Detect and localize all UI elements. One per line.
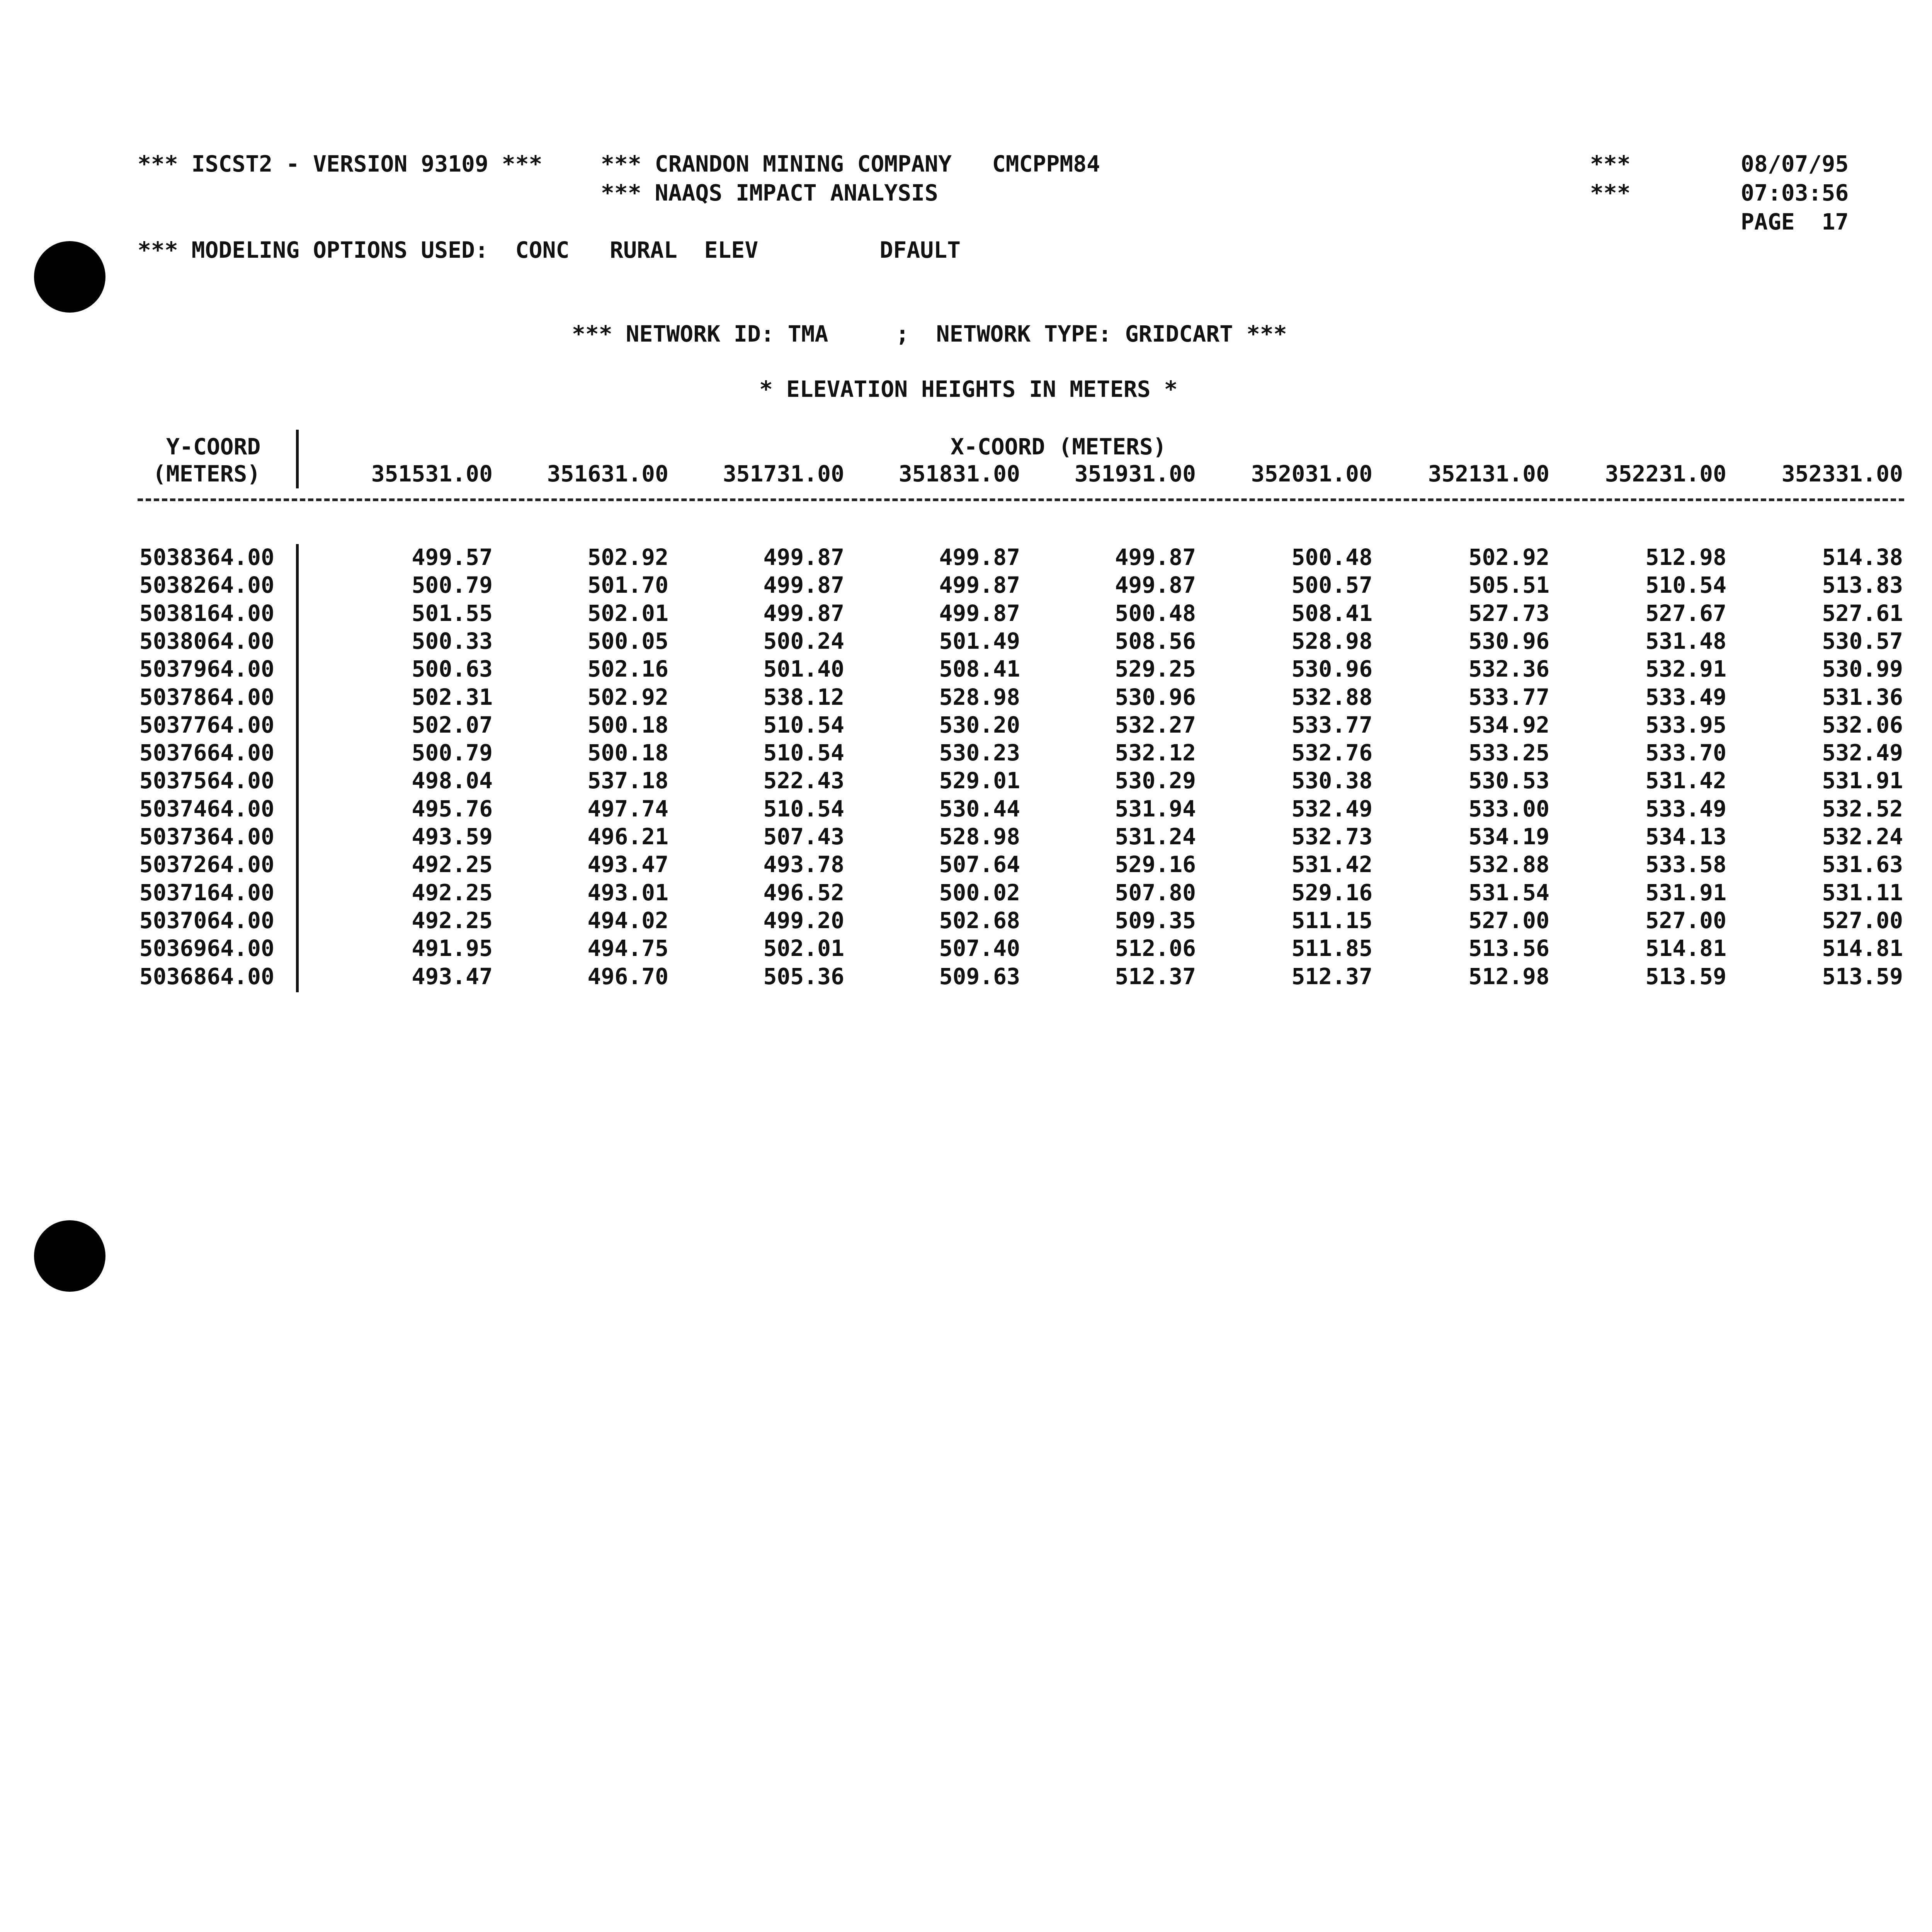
elevation-cell: 533.25 xyxy=(1468,740,1549,766)
elevation-cell: 499.87 xyxy=(939,544,1020,570)
elevation-cell: 531.36 xyxy=(1822,684,1903,710)
elevation-cell: 497.74 xyxy=(587,796,668,822)
elevation-cell: 512.37 xyxy=(1115,963,1196,990)
elevation-cell: 533.70 xyxy=(1645,740,1726,766)
elevation-cell: 530.53 xyxy=(1468,767,1549,794)
y-coord-cell: 5037864.00 xyxy=(139,684,274,710)
elevation-cell: 531.42 xyxy=(1291,851,1372,878)
elevation-cell: 493.78 xyxy=(763,851,844,878)
elevation-cell: 502.16 xyxy=(587,656,668,682)
elevation-cell: 502.01 xyxy=(587,600,668,626)
elevation-cell: 538.12 xyxy=(763,684,844,710)
elevation-cell: 533.49 xyxy=(1645,684,1726,710)
elevation-cell: 508.41 xyxy=(1291,600,1372,626)
elevation-cell: 501.55 xyxy=(412,600,493,626)
analysis-title: *** NAAQS IMPACT ANALYSIS xyxy=(601,180,938,206)
elevation-cell: 500.33 xyxy=(412,628,493,654)
elevation-cell: 530.96 xyxy=(1291,656,1372,682)
elevation-cell: 531.42 xyxy=(1645,767,1726,794)
y-coord-cell: 5037964.00 xyxy=(139,656,274,682)
elevation-cell: 498.04 xyxy=(412,767,493,794)
elevation-cell: 502.68 xyxy=(939,907,1020,934)
y-coord-cell: 5037164.00 xyxy=(139,879,274,906)
y-coord-cell: 5037564.00 xyxy=(139,767,274,794)
elevation-cell: 532.36 xyxy=(1468,656,1549,682)
elevation-cell: 494.75 xyxy=(587,935,668,961)
elevation-cell: 511.15 xyxy=(1291,907,1372,934)
elevation-cell: 531.48 xyxy=(1645,628,1726,654)
elevation-cell: 500.18 xyxy=(587,712,668,738)
elevation-cell: 530.96 xyxy=(1468,628,1549,654)
elevation-cell: 530.23 xyxy=(939,740,1020,766)
modeling-options: *** MODELING OPTIONS USED: CONC RURAL ELEV DFAULT xyxy=(138,237,961,263)
elevation-cell: 507.40 xyxy=(939,935,1020,961)
elevation-cell: 500.48 xyxy=(1115,600,1196,626)
elevation-cell: 534.92 xyxy=(1468,712,1549,738)
elevation-cell: 493.47 xyxy=(412,963,493,990)
elevation-cell: 496.52 xyxy=(763,879,844,906)
elevation-cell: 530.57 xyxy=(1822,628,1903,654)
elevation-cell: 531.54 xyxy=(1468,879,1549,906)
elevation-cell: 500.18 xyxy=(587,740,668,766)
elevation-cell: 499.57 xyxy=(412,544,493,570)
elevation-cell: 502.92 xyxy=(1468,544,1549,570)
elevation-cell: 508.41 xyxy=(939,656,1020,682)
elevation-cell: 530.20 xyxy=(939,712,1020,738)
elevation-cell: 510.54 xyxy=(763,740,844,766)
elevation-cell: 512.98 xyxy=(1468,963,1549,990)
elevation-cell: 532.49 xyxy=(1291,796,1372,822)
elevation-cell: 527.73 xyxy=(1468,600,1549,626)
elevation-cell: 532.73 xyxy=(1291,823,1372,850)
elevation-cell: 533.77 xyxy=(1468,684,1549,710)
elevation-cell: 505.51 xyxy=(1468,572,1549,598)
x-coord-header: 351631.00 xyxy=(547,461,668,487)
elevation-cell: 522.43 xyxy=(763,767,844,794)
x-coord-header: 351931.00 xyxy=(1074,461,1196,487)
elevation-cell: 531.91 xyxy=(1822,767,1903,794)
elevation-cell: 530.38 xyxy=(1291,767,1372,794)
y-coord-cell: 5038364.00 xyxy=(139,544,274,570)
elevation-cell: 531.63 xyxy=(1822,851,1903,878)
x-coord-header: 352231.00 xyxy=(1605,461,1726,487)
y-coord-cell: 5036964.00 xyxy=(139,935,274,961)
elevation-cell: 533.00 xyxy=(1468,796,1549,822)
elevation-cell: 499.87 xyxy=(763,544,844,570)
elevation-cell: 509.35 xyxy=(1115,907,1196,934)
page-number: PAGE 17 xyxy=(1741,209,1849,235)
elevation-cell: 532.52 xyxy=(1822,796,1903,822)
elevation-cell: 529.16 xyxy=(1115,851,1196,878)
elevation-cell: 493.59 xyxy=(412,823,493,850)
elevation-cell: 508.56 xyxy=(1115,628,1196,654)
elevation-cell: 510.54 xyxy=(1645,572,1726,598)
elevation-cell: 527.00 xyxy=(1645,907,1726,934)
elevation-cell: 499.87 xyxy=(939,600,1020,626)
elevation-cell: 491.95 xyxy=(412,935,493,961)
elevation-cell: 500.24 xyxy=(763,628,844,654)
elevation-cell: 532.88 xyxy=(1291,684,1372,710)
elevation-cell: 529.25 xyxy=(1115,656,1196,682)
elevation-cell: 528.98 xyxy=(1291,628,1372,654)
elevation-cell: 510.54 xyxy=(763,712,844,738)
header-stars-2: *** xyxy=(1590,180,1631,206)
elevation-cell: 493.01 xyxy=(587,879,668,906)
elevation-cell: 500.79 xyxy=(412,572,493,598)
elevation-cell: 530.99 xyxy=(1822,656,1903,682)
elevation-cell: 527.00 xyxy=(1468,907,1549,934)
elevation-cell: 493.47 xyxy=(587,851,668,878)
x-coord-header: 351731.00 xyxy=(723,461,844,487)
elevation-cell: 529.01 xyxy=(939,767,1020,794)
elevation-cell: 529.16 xyxy=(1291,879,1372,906)
elevation-cell: 514.81 xyxy=(1645,935,1726,961)
elevation-cell: 500.57 xyxy=(1291,572,1372,598)
elevation-cell: 496.21 xyxy=(587,823,668,850)
elevation-cell: 534.13 xyxy=(1645,823,1726,850)
elevation-cell: 501.70 xyxy=(587,572,668,598)
x-coord-header: 351531.00 xyxy=(371,461,493,487)
x-coord-header: 352131.00 xyxy=(1428,461,1549,487)
elevation-cell: 532.27 xyxy=(1115,712,1196,738)
y-coord-cell: 5036864.00 xyxy=(139,963,274,990)
y-coord-cell: 5037764.00 xyxy=(139,712,274,738)
elevation-cell: 532.91 xyxy=(1645,656,1726,682)
elevation-cell: 513.83 xyxy=(1822,572,1903,598)
y-coord-cell: 5037464.00 xyxy=(139,796,274,822)
elevation-cell: 531.91 xyxy=(1645,879,1726,906)
elevation-cell: 502.92 xyxy=(587,684,668,710)
elevation-cell: 530.96 xyxy=(1115,684,1196,710)
run-time: 07:03:56 xyxy=(1741,180,1849,206)
elevation-cell: 512.37 xyxy=(1291,963,1372,990)
elevation-cell: 531.24 xyxy=(1115,823,1196,850)
elevation-cell: 507.43 xyxy=(763,823,844,850)
elevation-cell: 532.76 xyxy=(1291,740,1372,766)
elevation-cell: 528.98 xyxy=(939,684,1020,710)
elevation-cell: 494.02 xyxy=(587,907,668,934)
elevation-cell: 533.95 xyxy=(1645,712,1726,738)
elevation-cell: 499.87 xyxy=(763,600,844,626)
elevation-cell: 510.54 xyxy=(763,796,844,822)
elevation-cell: 499.87 xyxy=(1115,572,1196,598)
elevation-cell: 534.19 xyxy=(1468,823,1549,850)
elevation-cell: 500.79 xyxy=(412,740,493,766)
y-coord-cell: 5037064.00 xyxy=(139,907,274,934)
elevation-cell: 533.49 xyxy=(1645,796,1726,822)
elevation-cell: 527.61 xyxy=(1822,600,1903,626)
run-date: 08/07/95 xyxy=(1741,151,1849,177)
network-info: *** NETWORK ID: TMA ; NETWORK TYPE: GRIDCART *** xyxy=(572,321,1287,347)
elevation-cell: 514.81 xyxy=(1822,935,1903,961)
elevation-cell: 527.00 xyxy=(1822,907,1903,934)
program-version: *** ISCST2 - VERSION 93109 *** xyxy=(138,151,543,177)
elevation-cell: 531.94 xyxy=(1115,796,1196,822)
elevation-cell: 533.77 xyxy=(1291,712,1372,738)
elevation-cell: 500.48 xyxy=(1291,544,1372,570)
elevation-cell: 492.25 xyxy=(412,907,493,934)
elevation-cell: 530.44 xyxy=(939,796,1020,822)
elevation-cell: 513.59 xyxy=(1645,963,1726,990)
company-title: *** CRANDON MINING COMPANY CMCPPM84 xyxy=(601,151,1100,177)
elevation-cell: 532.88 xyxy=(1468,851,1549,878)
elevation-cell: 500.02 xyxy=(939,879,1020,906)
elevation-cell: 492.25 xyxy=(412,879,493,906)
elevation-cell: 530.29 xyxy=(1115,767,1196,794)
elevation-cell: 495.76 xyxy=(412,796,493,822)
elevation-cell: 507.80 xyxy=(1115,879,1196,906)
elevation-cell: 499.87 xyxy=(939,572,1020,598)
table-title: * ELEVATION HEIGHTS IN METERS * xyxy=(759,376,1178,402)
elevation-cell: 502.01 xyxy=(763,935,844,961)
elevation-cell: 505.36 xyxy=(763,963,844,990)
elevation-cell: 512.06 xyxy=(1115,935,1196,961)
y-coord-cell: 5037664.00 xyxy=(139,740,274,766)
elevation-cell: 501.40 xyxy=(763,656,844,682)
elevation-cell: 532.24 xyxy=(1822,823,1903,850)
y-coord-cell: 5037264.00 xyxy=(139,851,274,878)
ycoord-label: Y-COORD xyxy=(166,434,261,460)
elevation-cell: 502.31 xyxy=(412,684,493,710)
elevation-cell: 507.64 xyxy=(939,851,1020,878)
elevation-cell: 512.98 xyxy=(1645,544,1726,570)
elevation-cell: 509.63 xyxy=(939,963,1020,990)
y-coord-cell: 5037364.00 xyxy=(139,823,274,850)
elevation-cell: 500.05 xyxy=(587,628,668,654)
elevation-cell: 532.06 xyxy=(1822,712,1903,738)
elevation-cell: 513.59 xyxy=(1822,963,1903,990)
elevation-cell: 502.92 xyxy=(587,544,668,570)
xcoord-label: X-COORD (METERS) xyxy=(951,434,1167,460)
elevation-cell: 501.49 xyxy=(939,628,1020,654)
elevation-cell: 502.07 xyxy=(412,712,493,738)
y-coord-cell: 5038164.00 xyxy=(139,600,274,626)
x-coord-header: 352031.00 xyxy=(1251,461,1372,487)
elevation-cell: 492.25 xyxy=(412,851,493,878)
y-coord-cell: 5038264.00 xyxy=(139,572,274,598)
elevation-cell: 511.85 xyxy=(1291,935,1372,961)
header-stars-1: *** xyxy=(1590,151,1631,177)
elevation-cell: 514.38 xyxy=(1822,544,1903,570)
elevation-cell: 496.70 xyxy=(587,963,668,990)
elevation-cell: 533.58 xyxy=(1645,851,1726,878)
elevation-cell: 499.20 xyxy=(763,907,844,934)
elevation-cell: 513.56 xyxy=(1468,935,1549,961)
elevation-cell: 500.63 xyxy=(412,656,493,682)
elevation-cell: 527.67 xyxy=(1645,600,1726,626)
elevation-cell: 528.98 xyxy=(939,823,1020,850)
elevation-cell: 499.87 xyxy=(1115,544,1196,570)
elevation-cell: 531.11 xyxy=(1822,879,1903,906)
x-coord-header: 352331.00 xyxy=(1781,461,1903,487)
ycoord-unit: (METERS) xyxy=(153,461,261,487)
elevation-cell: 499.87 xyxy=(763,572,844,598)
elevation-cell: 532.49 xyxy=(1822,740,1903,766)
x-coord-header: 351831.00 xyxy=(898,461,1020,487)
elevation-cell: 532.12 xyxy=(1115,740,1196,766)
elevation-cell: 537.18 xyxy=(587,767,668,794)
y-coord-cell: 5038064.00 xyxy=(139,628,274,654)
